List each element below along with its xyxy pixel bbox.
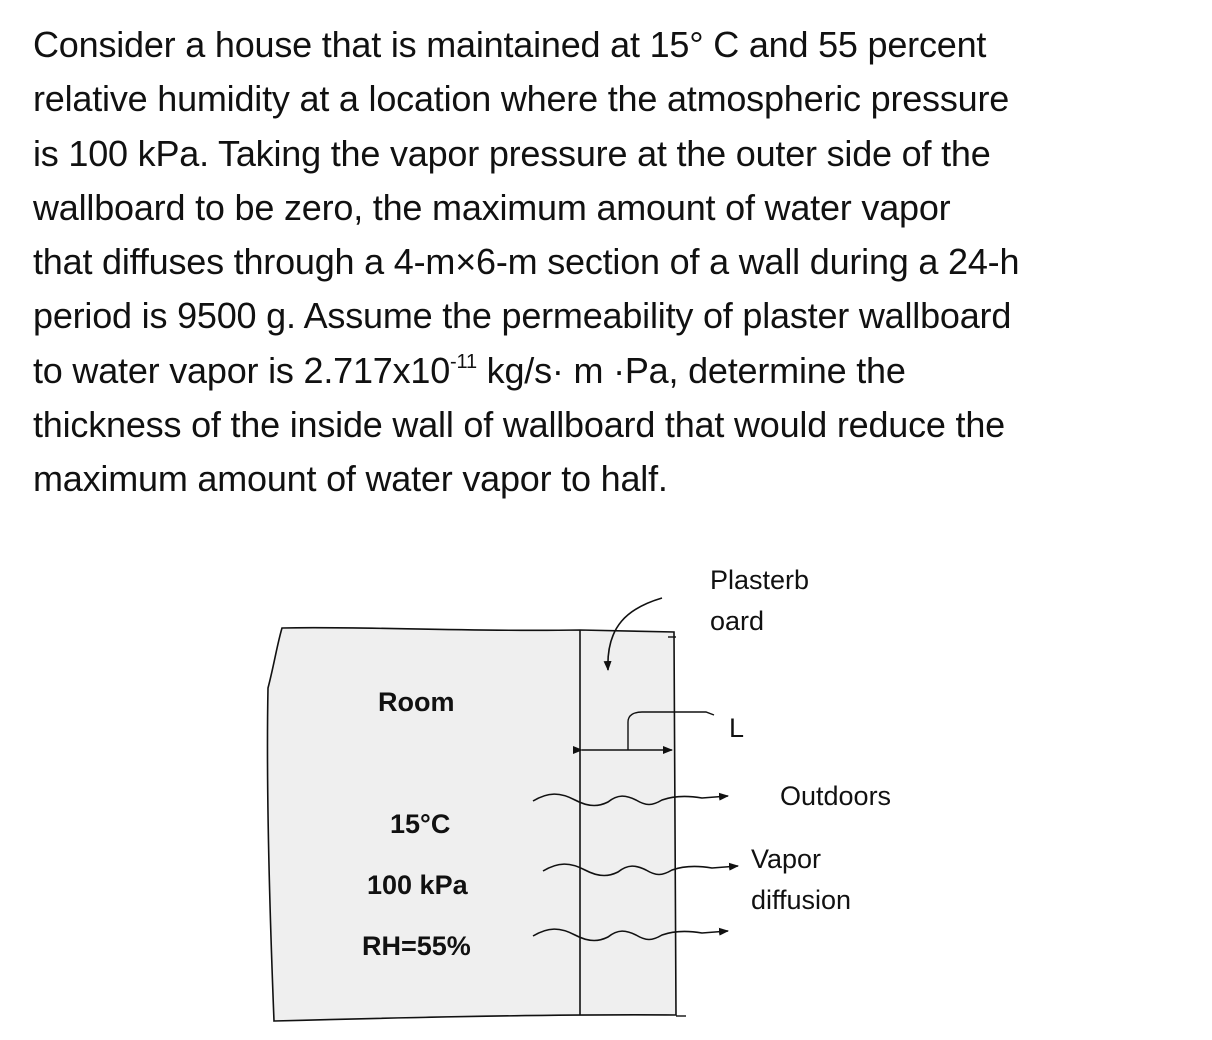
room-label: Room: [378, 687, 455, 717]
vapor-diffusion-label-line-2: diffusion: [751, 885, 852, 915]
permeability-text: to water vapor is 2.717x10: [33, 349, 451, 391]
problem-line-2: relative humidity at a location where the atmospheric pressure: [33, 78, 1010, 120]
room-temperature: 15°C: [390, 809, 451, 839]
plasterboard-label-line-2: oard: [710, 606, 765, 636]
problem-line-5: that diffuses through a 4-m×6-m section of a wall during a 24-h: [33, 241, 1020, 283]
room-region: [267, 628, 676, 1021]
problem-line-3: is 100 kPa. Taking the vapor pressure at the outer side of the: [33, 132, 991, 174]
permeability-exponent: -11: [450, 350, 477, 373]
plasterboard-label-line-1: Plasterb: [710, 565, 810, 595]
problem-statement: [33, 18, 1183, 507]
problem-line-7: [33, 344, 1183, 398]
room-pressure: 100 kPa: [367, 870, 468, 900]
wall-diagram-drawing: [0, 540, 1212, 1040]
thickness-label: L: [729, 713, 745, 743]
room-humidity: RH=55%: [362, 931, 471, 961]
permeability-units: kg/s· m ·Pa, determine the: [476, 349, 906, 391]
problem-line-9: maximum amount of water vapor to half.: [33, 458, 668, 500]
problem-line-8: thickness of the inside wall of wallboard that would reduce the: [33, 404, 1005, 446]
problem-line-6: period is 9500 g. Assume the permeability of plaster wallboard: [33, 295, 1012, 337]
problem-line-1: Consider a house that is maintained at 15° C and 55 percent: [33, 24, 987, 65]
vapor-diffusion-label-line-1: Vapor: [751, 844, 822, 874]
outdoors-label: Outdoors: [780, 781, 892, 811]
problem-line-4: wallboard to be zero, the maximum amount of water vapor: [33, 186, 951, 228]
wall-diagram: [0, 540, 1212, 1040]
